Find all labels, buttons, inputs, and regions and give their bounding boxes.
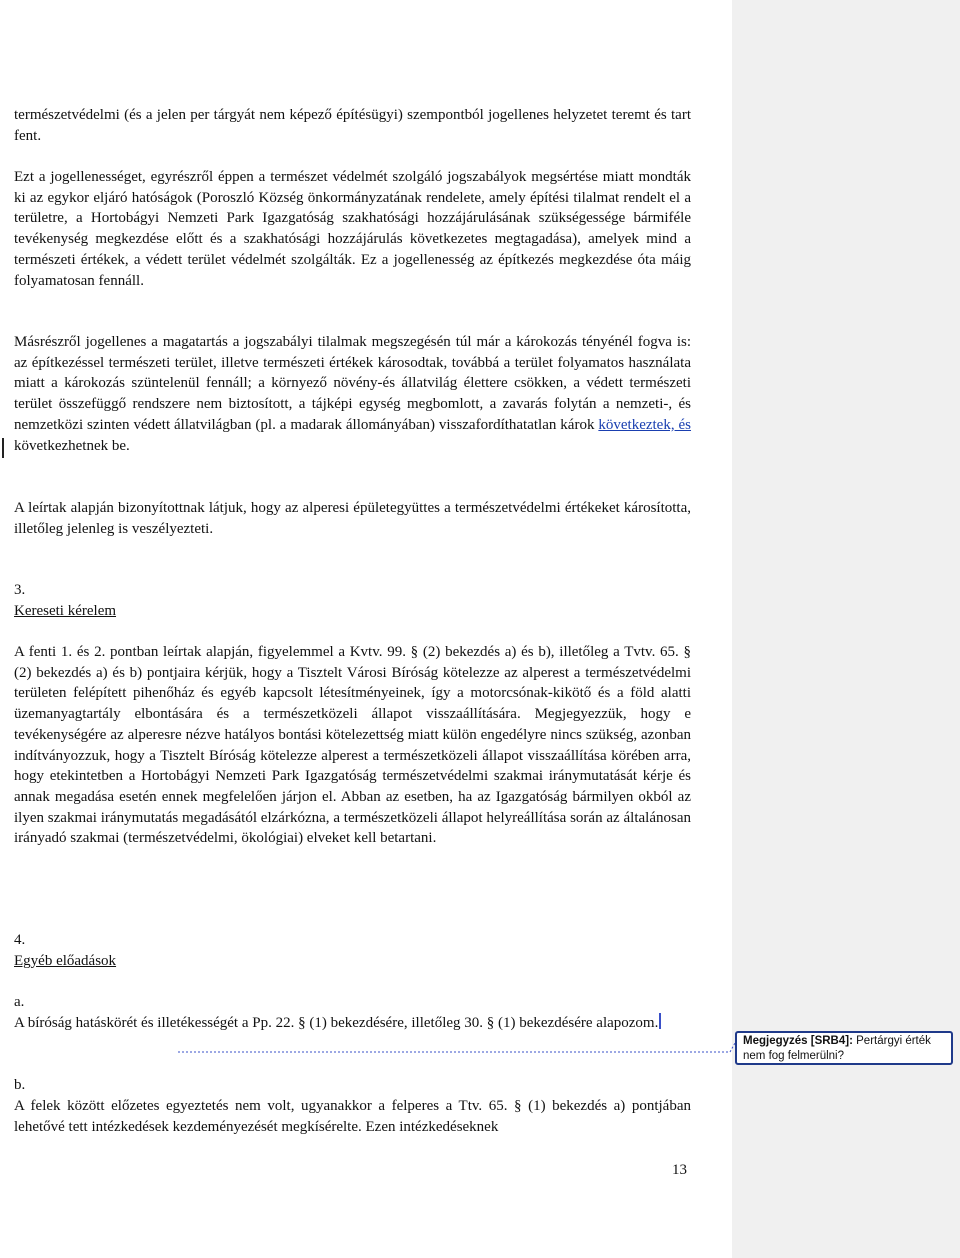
paragraph-1 bbox=[14, 105, 691, 146]
paragraph-text: Ezt a jogellenességet, egyrészről éppen a természet védelmét szolgáló jogszabályok megsértése miatt mondták ki az egykor eljáró hatóságok (Poroszló Község önkormányzatának rendelete, amely építési tilalmat rendelt el a területre, a Hortobágyi Nemzeti Park Igazgatóság szakhatósági hozzájárulásának szükségessége bármiféle tevékenység megkezdése előtt és a szakhatósági hozzájárulás következetes megtagadása), amelyek mind a természeti értékek, a védett terület védelmét szolgálták. Ez a jogellenesség az építkezés megkezdése óta máig folyamatosan fennáll. bbox=[14, 169, 691, 289]
paragraph-4 bbox=[14, 498, 691, 539]
paragraph-2 bbox=[14, 167, 691, 291]
paragraph-3 bbox=[14, 332, 691, 456]
comment-balloon[interactable] bbox=[735, 1031, 953, 1065]
item-label: b. bbox=[14, 1077, 26, 1093]
section-title: Kereseti kérelem bbox=[14, 602, 117, 619]
item-a-label bbox=[14, 992, 691, 1013]
paragraph-text: A fenti 1. és 2. pontban leírtak alapján, figyelemmel a Kvtv. 99. § (2) bekezdés a) és b), illetőleg a Tvtv. 65. § (2) bekezdés a) és b) pontjaira kérjük, hogy a Tisztelt Városi Bíróság kötelezze az alperest a természetvédelmi területen felépített pihenőház és egyéb kapcsolt létesítményeinek, így a motorcsónak-kikötő és a föld alatti üzemanyagtartály elbontására és a természetközeli állapot visszaállítására. Megjegyezzük, hogy e tevékenységére az alperesre nézve hatályos bontási kötelezettség miatt külön engedélyre nincs szükség, azonban indítványozzuk, hogy a Tisztelt Bíróság kötelezze alperest a természetközeli állapot visszaállítása körében arra, hogy etekintetben a Hortobágyi Nemzeti Park Igazgatóság természetvédelmi szakmai iránymutatását kérje és annak megadása esetén ennek megfelelően járjon el. Abban az esetben, ha az Igazgatóság bármilyen okból az ilyen szakmai iránymutatás megadásától elzárkózna, a természetközeli állapot helyreállítása során az általánosan irányadó szakmai (természetvédelmi, ökológiai) elveket kell betartani. bbox=[14, 644, 691, 847]
section-3-heading bbox=[14, 580, 691, 621]
paragraph-5 bbox=[14, 642, 691, 849]
item-label: a. bbox=[14, 994, 25, 1010]
change-bar bbox=[2, 438, 4, 458]
paragraph-text-end: következhetnek be. bbox=[14, 437, 130, 454]
paragraph-text: Másrészről jogellenes a magatartás a jogszabályi tilalmak megszegésén túl már a károkozás tényénél fogva is: az építkezéssel természeti terület, illetve természeti értékek károsodtak, továbbá a terület folyamatos használata miatt a károkozás szüntelenül fennáll; a környező növény-és állatvilág élettere csökken, a védett természeti terület összefüggő rendszere nem biztosított, a tájképi egység megbomlott, a zavarás folytán a nemzeti-, és nemzetközi szinten védett állatvilágban (pl. a madarak állományában) visszafordíthatatlan károk bbox=[14, 334, 691, 433]
paragraph-7 bbox=[14, 1096, 691, 1137]
section-number: 3. bbox=[14, 582, 26, 598]
tracked-change-link[interactable]: következtek, és bbox=[598, 416, 692, 433]
section-number: 4. bbox=[14, 932, 26, 948]
comment-author: Megjegyzés [SRB4]: bbox=[743, 1035, 853, 1047]
paragraph-text: A bíróság hatáskörét és illetékességét a Pp. 22. § (1) bekezdésére, illetőleg 30. § (1) bekezdésére alapozom. bbox=[14, 1015, 659, 1031]
page-number: 13 bbox=[672, 1162, 687, 1178]
paragraph-6 bbox=[14, 1013, 691, 1034]
comment-text: Pertárgyi érték nem fog felmerülni? bbox=[743, 1035, 931, 1062]
comment-anchor-marker[interactable] bbox=[659, 1013, 661, 1029]
section-title: Egyéb előadások bbox=[14, 952, 117, 969]
paragraph-text: A leírtak alapján bizonyítottnak látjuk, hogy az alperesi épületegyüttes a természetvédelmi értékeket károsította, illetőleg jelenleg is veszélyezteti. bbox=[14, 500, 691, 537]
paragraph-text: természetvédelmi (és a jelen per tárgyát nem képező építésügyi) szempontból jogellenes helyzetet teremt és tart fent. bbox=[14, 107, 691, 144]
section-4-heading bbox=[14, 930, 691, 971]
paragraph-text: A felek között előzetes egyeztetés nem volt, ugyanakkor a felperes a Ttv. 65. § (1) bekezdés a) pontjában lehetővé tett intézkedések kezdeményezését megkísérelte. Ezen intézkedéseknek bbox=[14, 1098, 691, 1135]
item-b-label bbox=[14, 1075, 691, 1096]
comment-margin-pane bbox=[732, 0, 960, 1258]
